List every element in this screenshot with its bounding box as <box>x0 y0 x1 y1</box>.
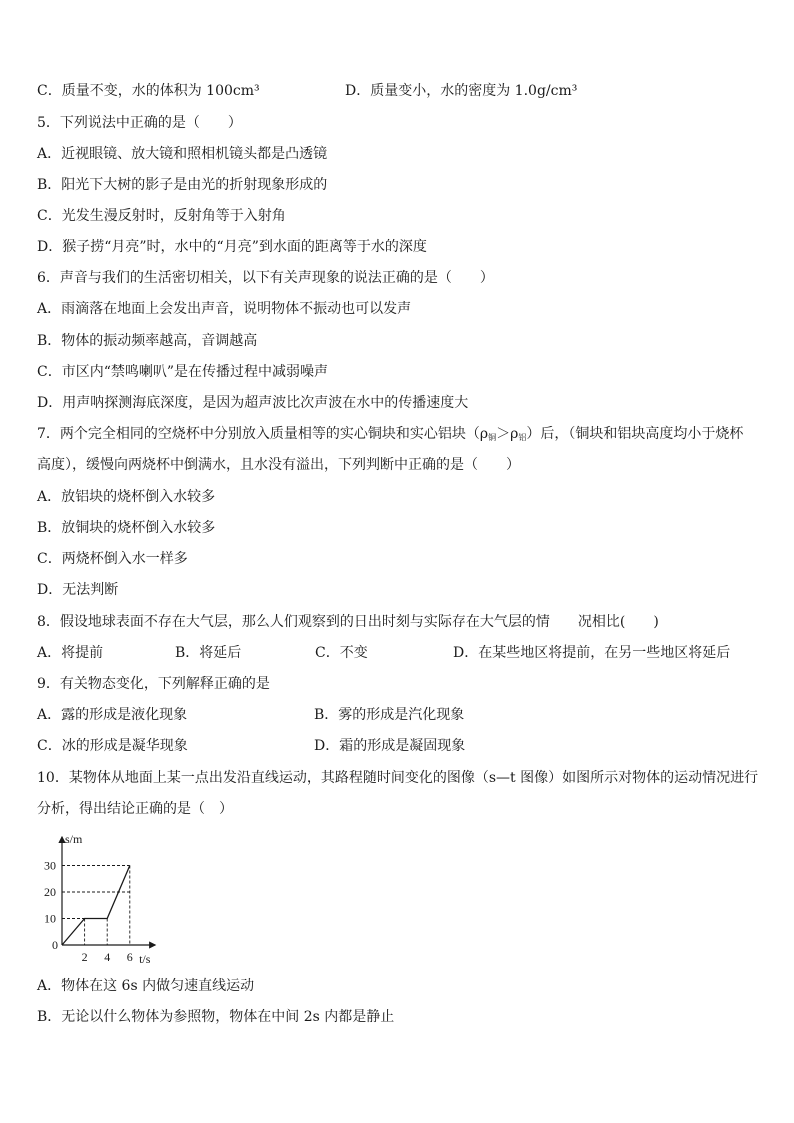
q7-sub-copper: 铜 <box>488 433 497 442</box>
q7-stem-line2: 高度），缓慢向两烧杯中倒满水，且水没有溢出，下列判断中正确的是（ ） <box>37 457 520 473</box>
x-tick-label: 6 <box>126 950 133 964</box>
x-tick-label: 4 <box>104 950 111 964</box>
q9-stem: 9．有关物态变化，下列解释正确的是 <box>37 676 270 692</box>
q6-option-a: A．雨滴落在地面上会发出声音，说明物体不振动也可以发声 <box>37 301 412 317</box>
q9-option-d: D．霜的形成是凝固现象 <box>314 738 466 754</box>
q6-option-b: B．物体的振动频率越高，音调越高 <box>37 333 258 349</box>
q6-option-c: C．市区内“禁鸣喇叭”是在传播过程中减弱噪声 <box>37 364 329 380</box>
series-line <box>62 866 130 946</box>
q8-stem: 8．假设地球表面不存在大气层，那么人们观察到的日出时刻与实际存在大气层的情 况相比( ) <box>37 614 659 630</box>
y-tick-label: 10 <box>44 911 56 926</box>
q7-option-c: C．两烧杯倒入水一样多 <box>37 551 188 567</box>
q5-stem: 5．下列说法中正确的是（ ） <box>37 115 242 131</box>
q7-stem-part1: 7．两个完全相同的空烧杯中分别放入质量相等的实心铜块和实心铝块（ρ <box>37 426 489 442</box>
q7-option-d: D．无法判断 <box>37 582 119 598</box>
q7-stem-part2: ）后，（铜块和铝块高度均小于烧杯 <box>526 426 744 442</box>
q7-option-b: B．放铜块的烧杯倒入水较多 <box>37 520 216 536</box>
q6-option-d: D．用声呐探测海底深度，是因为超声波比次声波在水中的传播速度大 <box>37 395 469 411</box>
q8-option-a: A．将提前 <box>37 645 104 661</box>
q8-option-d: D．在某些地区将提前，在另一些地区将延后 <box>453 645 731 661</box>
q7-sub-aluminum: 铝 <box>518 433 527 442</box>
q10-option-b: B．无论以什么物体为参照物，物体在中间 2s 内都是静止 <box>37 1009 395 1025</box>
s-t-graph <box>40 830 180 970</box>
q7-greater: ＞ρ <box>496 426 519 442</box>
q5-option-a: A．近视眼镜、放大镜和照相机镜头都是凸透镜 <box>37 146 328 162</box>
q9-option-c: C．冰的形成是凝华现象 <box>37 738 188 754</box>
y-tick-label: 30 <box>44 858 56 873</box>
q8-option-c: C．不变 <box>315 645 368 661</box>
y-tick-label: 20 <box>44 885 56 899</box>
q4-option-c: C．质量不变，水的体积为 100cm³ <box>37 83 260 99</box>
q7-stem-line1 <box>37 424 743 444</box>
q10-stem-line2: 分析，得出结论正确的是（ ） <box>37 801 233 817</box>
q8-option-b: B．将延后 <box>175 645 242 661</box>
origin-label: 0 <box>52 938 58 952</box>
q5-option-d: D．猴子捞“月亮”时，水中的“月亮”到水面的距离等于水的深度 <box>37 239 427 255</box>
q5-option-b: B．阳光下大树的影子是由光的折射现象形成的 <box>37 177 328 193</box>
q5-option-c: C．光发生漫反射时，反射角等于入射角 <box>37 208 286 224</box>
q6-stem: 6．声音与我们的生活密切相关，以下有关声现象的说法正确的是（ ） <box>37 270 494 286</box>
q7-option-a: A．放铝块的烧杯倒入水较多 <box>37 489 216 505</box>
x-tick-label: 2 <box>81 950 88 964</box>
q4-option-d: D．质量变小，水的密度为 1.0g/cm³ <box>345 83 578 99</box>
y-axis-label: s/m <box>65 832 83 846</box>
x-axis-label: t/s <box>139 952 151 966</box>
q10-option-a: A．物体在这 6s 内做匀速直线运动 <box>37 978 255 994</box>
q9-option-a: A．露的形成是液化现象 <box>37 707 188 723</box>
q10-stem-line1: 10．某物体从地面上某一点出发沿直线运动，其路程随时间变化的图像（s—t 图像）如图所示对物体的运动情况进行 <box>37 770 759 786</box>
q9-option-b: B．雾的形成是汽化现象 <box>314 707 465 723</box>
